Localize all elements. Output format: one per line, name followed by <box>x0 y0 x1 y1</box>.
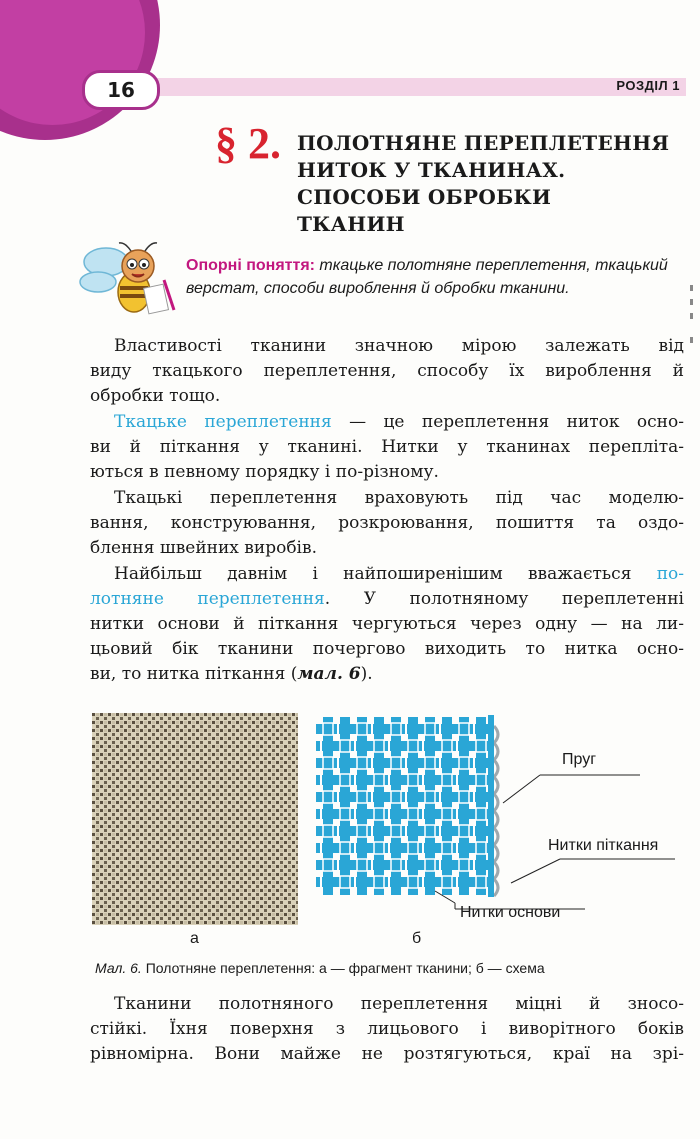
figure-label-b: б <box>412 930 422 947</box>
warp-over <box>323 757 333 769</box>
warp-over <box>391 723 401 735</box>
text-span: ви, то нитка піткання ( <box>90 664 298 684</box>
warp-over <box>476 808 486 820</box>
selvedge-loop <box>494 760 498 777</box>
warp-over <box>357 825 367 837</box>
warp-over <box>476 774 486 786</box>
reed-bar <box>488 715 494 897</box>
title-line: ПОЛОТНЯНЕ ПЕРЕПЛЕТЕННЯ <box>297 131 670 155</box>
warp-over <box>408 808 418 820</box>
page-number: 16 <box>82 70 160 110</box>
warp-over <box>357 791 367 803</box>
warp-over <box>374 876 384 888</box>
warp-over <box>323 859 333 871</box>
warp-over <box>391 791 401 803</box>
warp-over <box>374 774 384 786</box>
warp-over <box>459 825 469 837</box>
warp-over <box>357 757 367 769</box>
text-line: ви й піткання у тканині. Нитки у тканинах перепліта- <box>90 437 684 457</box>
warp-over <box>442 740 452 752</box>
warp-over <box>425 723 435 735</box>
warp-over <box>357 859 367 871</box>
warp-over <box>340 774 350 786</box>
figure-caption <box>95 960 545 976</box>
warp-over <box>374 842 384 854</box>
warp-over <box>476 876 486 888</box>
text-line: нитки основи й піткання чергуються через одну — на ли- <box>90 614 684 634</box>
term-highlight: лотняне переплетення <box>90 589 325 609</box>
selvedge-loop <box>494 845 498 862</box>
margin-dots <box>690 285 694 345</box>
warp-over <box>408 774 418 786</box>
warp-over <box>408 876 418 888</box>
label-weft: Нитки піткання <box>548 837 659 854</box>
warp-over <box>408 842 418 854</box>
text-line <box>90 410 684 435</box>
page-title <box>297 130 677 238</box>
warp-over <box>340 842 350 854</box>
term-highlight: по- <box>656 564 684 584</box>
text-line <box>90 562 684 587</box>
title-line: НИТОК У ТКАНИНАХ. <box>297 158 566 182</box>
warp-over <box>476 842 486 854</box>
text-line: блення швейних виробів. <box>90 538 317 558</box>
text-span: ). <box>360 664 373 684</box>
weave-scheme-diagram <box>315 713 685 925</box>
text-line: ються в певному порядку і по-різному. <box>90 462 439 482</box>
paragraph <box>90 562 684 687</box>
text-span: Найбільш давнім і найпоширенішим вважається <box>114 564 657 584</box>
text-line: Властивості тканини значною мірою залежать від <box>114 336 684 356</box>
key-concepts <box>186 254 682 300</box>
term-highlight: Ткацьке переплетення <box>114 412 332 432</box>
warp-over <box>459 791 469 803</box>
text-line <box>90 587 684 612</box>
key-concepts-text: ткацьке полотняне переплетення, ткацький верстат, способи вироблення й обробки тканини. <box>186 257 668 297</box>
selvedge-loop <box>494 777 498 794</box>
section-number: § 2. <box>215 119 281 168</box>
warp-over <box>442 842 452 854</box>
label-warp: Нитки основи <box>460 904 561 921</box>
text-line: виду ткацького переплетення, способу їх вироблення й <box>90 361 684 381</box>
warp-over <box>391 825 401 837</box>
warp-over <box>340 740 350 752</box>
selvedge-loop <box>494 828 498 845</box>
warp-over <box>459 757 469 769</box>
warp-over <box>442 808 452 820</box>
warp-over <box>374 808 384 820</box>
warp-over <box>391 757 401 769</box>
text-line: рівномірна. Вони майже не розтягуються, краї на зрі- <box>90 1044 684 1064</box>
warp-over <box>340 876 350 888</box>
warp-over <box>442 876 452 888</box>
paragraph <box>90 410 684 485</box>
bee-mascot-icon <box>76 240 181 320</box>
title-line: ТКАНИН <box>297 212 405 236</box>
warp-over <box>459 859 469 871</box>
caption-text: Полотняне переплетення: а — фрагмент тканини; б — схема <box>141 960 545 976</box>
warp-over <box>425 859 435 871</box>
warp-over <box>374 740 384 752</box>
warp-over <box>323 723 333 735</box>
paragraph <box>90 334 684 409</box>
selvedge-loop <box>494 879 498 896</box>
text-line: Ткацькі переплетення враховують під час моделю- <box>114 488 684 508</box>
text-span: — це переплетення ниток осно- <box>331 412 684 432</box>
warp-over <box>442 774 452 786</box>
fabric-photo <box>92 713 298 925</box>
warp-over <box>476 740 486 752</box>
warp-over <box>425 757 435 769</box>
text-line <box>90 662 684 687</box>
text-span: . У полотняному переплетенні <box>324 589 684 609</box>
warp-over <box>459 723 469 735</box>
text-line: вання, конструювання, розкроювання, пошиття та оздо- <box>90 513 684 533</box>
warp-over <box>391 859 401 871</box>
warp-over <box>408 740 418 752</box>
paragraph <box>90 992 684 1067</box>
selvedge-loop <box>494 726 498 743</box>
label-reed: Пруг <box>562 751 597 768</box>
section-label: РОЗДІЛ 1 <box>616 78 680 93</box>
warp-over <box>323 825 333 837</box>
warp-over <box>357 723 367 735</box>
key-concepts-label: Опорні поняття: <box>186 257 315 274</box>
text-line: Тканини полотняного переплетення міцні й зносо- <box>114 994 684 1014</box>
title-line: СПОСОБИ ОБРОБКИ <box>297 185 552 209</box>
selvedge-loop <box>494 794 498 811</box>
caption-ref: Мал. 6. <box>95 960 142 976</box>
paragraph <box>90 486 684 561</box>
selvedge-loop <box>494 811 498 828</box>
warp-over <box>323 791 333 803</box>
warp-over <box>425 825 435 837</box>
warp-over <box>340 808 350 820</box>
text-line: стійкі. Їхня поверхня з лицьового і виворітного боків <box>90 1019 684 1039</box>
text-line: цьовий бік тканини почергово виходить то нитка осно- <box>90 639 684 659</box>
figure-label-a: а <box>190 930 199 947</box>
selvedge-loop <box>494 862 498 879</box>
figure-reference: мал. 6 <box>297 664 361 684</box>
warp-over <box>425 791 435 803</box>
header-band <box>130 78 686 96</box>
text-line: обробки тощо. <box>90 386 221 406</box>
selvedge-loop <box>494 743 498 760</box>
